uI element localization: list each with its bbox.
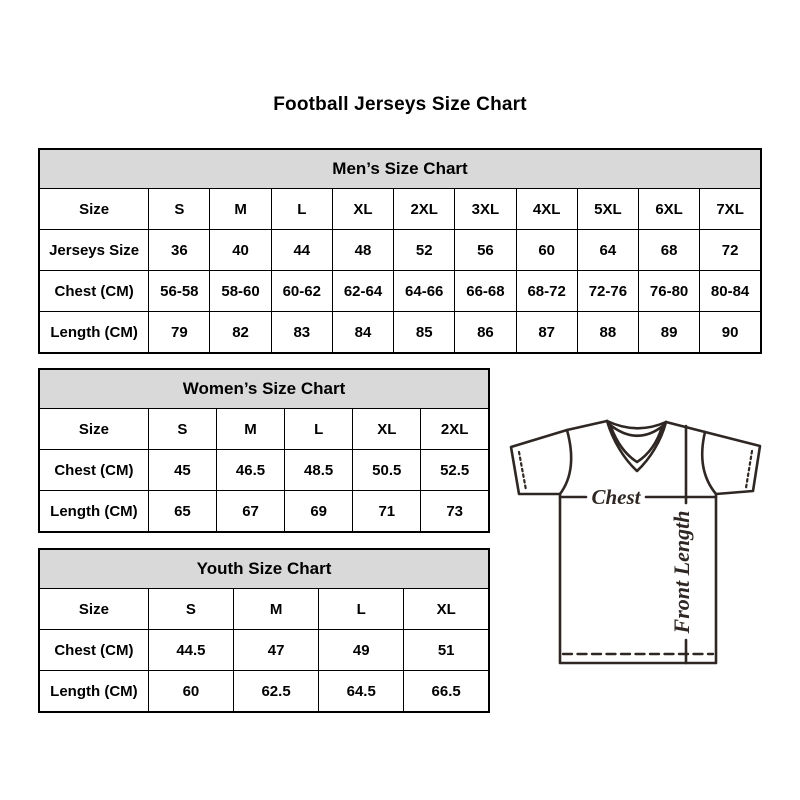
table-row xyxy=(39,630,489,671)
size-cell: 52 xyxy=(394,230,455,271)
size-cell: L xyxy=(285,409,353,450)
youth-size-table xyxy=(38,548,490,713)
row-label: Chest (CM) xyxy=(39,450,148,491)
size-cell: 83 xyxy=(271,312,332,354)
size-cell: 79 xyxy=(149,312,210,354)
size-cell: 64.5 xyxy=(319,671,404,713)
size-cell: 60-62 xyxy=(271,271,332,312)
table-header: Youth Size Chart xyxy=(39,549,489,589)
size-cell: XL xyxy=(353,409,421,450)
size-cell: 89 xyxy=(638,312,699,354)
size-cell: 7XL xyxy=(700,189,761,230)
womens-size-table xyxy=(38,368,490,533)
size-cell: 44 xyxy=(271,230,332,271)
table-row xyxy=(39,409,489,450)
size-cell: 36 xyxy=(149,230,210,271)
size-cell: 66.5 xyxy=(404,671,489,713)
size-cell: 62-64 xyxy=(332,271,393,312)
table-row xyxy=(39,312,761,354)
table-row xyxy=(39,450,489,491)
size-cell: 5XL xyxy=(577,189,638,230)
size-cell: S xyxy=(149,189,210,230)
size-cell: 49 xyxy=(319,630,404,671)
size-cell: 52.5 xyxy=(421,450,489,491)
size-cell: M xyxy=(234,589,319,630)
size-cell: 73 xyxy=(421,491,489,533)
size-cell: 69 xyxy=(285,491,353,533)
table-row xyxy=(39,671,489,713)
row-label: Size xyxy=(39,189,149,230)
row-label: Size xyxy=(39,589,148,630)
row-label: Chest (CM) xyxy=(39,630,148,671)
jersey-right-sleeve xyxy=(666,422,760,494)
size-cell: 2XL xyxy=(421,409,489,450)
table-row xyxy=(39,189,761,230)
jersey-measurement-diagram xyxy=(505,402,775,672)
size-cell: 46.5 xyxy=(216,450,284,491)
size-cell: 56-58 xyxy=(149,271,210,312)
size-cell: 82 xyxy=(210,312,271,354)
size-cell: 90 xyxy=(700,312,761,354)
table-header-row xyxy=(39,549,489,589)
size-cell: 71 xyxy=(353,491,421,533)
front-length-measure-label: Front Length xyxy=(669,510,694,634)
size-cell: 66-68 xyxy=(455,271,516,312)
size-cell: 72-76 xyxy=(577,271,638,312)
row-label: Chest (CM) xyxy=(39,271,149,312)
row-label: Length (CM) xyxy=(39,312,149,354)
row-label: Length (CM) xyxy=(39,491,148,533)
size-cell: 72 xyxy=(700,230,761,271)
size-cell: 50.5 xyxy=(353,450,421,491)
size-cell: 86 xyxy=(455,312,516,354)
size-cell: 62.5 xyxy=(234,671,319,713)
size-cell: 64-66 xyxy=(394,271,455,312)
table-row xyxy=(39,491,489,533)
size-cell: 65 xyxy=(148,491,216,533)
size-cell: 51 xyxy=(404,630,489,671)
size-cell: 4XL xyxy=(516,189,577,230)
size-cell: L xyxy=(271,189,332,230)
size-cell: 40 xyxy=(210,230,271,271)
jersey-right-armhole-seam xyxy=(702,432,716,494)
size-cell: 85 xyxy=(394,312,455,354)
jersey-collar-top xyxy=(607,421,666,428)
table-header: Men’s Size Chart xyxy=(39,149,761,189)
size-cell: 48 xyxy=(332,230,393,271)
table-row xyxy=(39,271,761,312)
size-cell: 60 xyxy=(148,671,233,713)
size-cell: 45 xyxy=(148,450,216,491)
row-label: Jerseys Size xyxy=(39,230,149,271)
size-cell: 56 xyxy=(455,230,516,271)
size-cell: 76-80 xyxy=(638,271,699,312)
size-cell: 2XL xyxy=(394,189,455,230)
size-cell: 48.5 xyxy=(285,450,353,491)
size-cell: 88 xyxy=(577,312,638,354)
size-cell: 47 xyxy=(234,630,319,671)
row-label: Size xyxy=(39,409,148,450)
mens-size-table xyxy=(38,148,762,354)
size-cell: XL xyxy=(332,189,393,230)
size-cell: M xyxy=(210,189,271,230)
table-header-row xyxy=(39,369,489,409)
size-cell: 6XL xyxy=(638,189,699,230)
table-row xyxy=(39,230,761,271)
jersey-left-armhole-seam xyxy=(560,430,571,494)
size-cell: 58-60 xyxy=(210,271,271,312)
right-cuff-stitch-line xyxy=(746,451,752,488)
size-cell: XL xyxy=(404,589,489,630)
size-cell: M xyxy=(216,409,284,450)
size-cell: 64 xyxy=(577,230,638,271)
row-label: Length (CM) xyxy=(39,671,148,713)
size-cell: L xyxy=(319,589,404,630)
size-cell: S xyxy=(148,589,233,630)
size-cell: 3XL xyxy=(455,189,516,230)
size-cell: 68 xyxy=(638,230,699,271)
left-cuff-stitch-line xyxy=(519,452,526,490)
page-title: Football Jerseys Size Chart xyxy=(273,94,527,115)
table-row xyxy=(39,589,489,630)
size-cell: 68-72 xyxy=(516,271,577,312)
table-header: Women’s Size Chart xyxy=(39,369,489,409)
size-cell: 84 xyxy=(332,312,393,354)
size-cell: 44.5 xyxy=(148,630,233,671)
chest-measure-label: Chest xyxy=(591,485,641,509)
table-header-row xyxy=(39,149,761,189)
size-cell: S xyxy=(148,409,216,450)
size-cell: 60 xyxy=(516,230,577,271)
size-cell: 80-84 xyxy=(700,271,761,312)
size-cell: 87 xyxy=(516,312,577,354)
size-cell: 67 xyxy=(216,491,284,533)
